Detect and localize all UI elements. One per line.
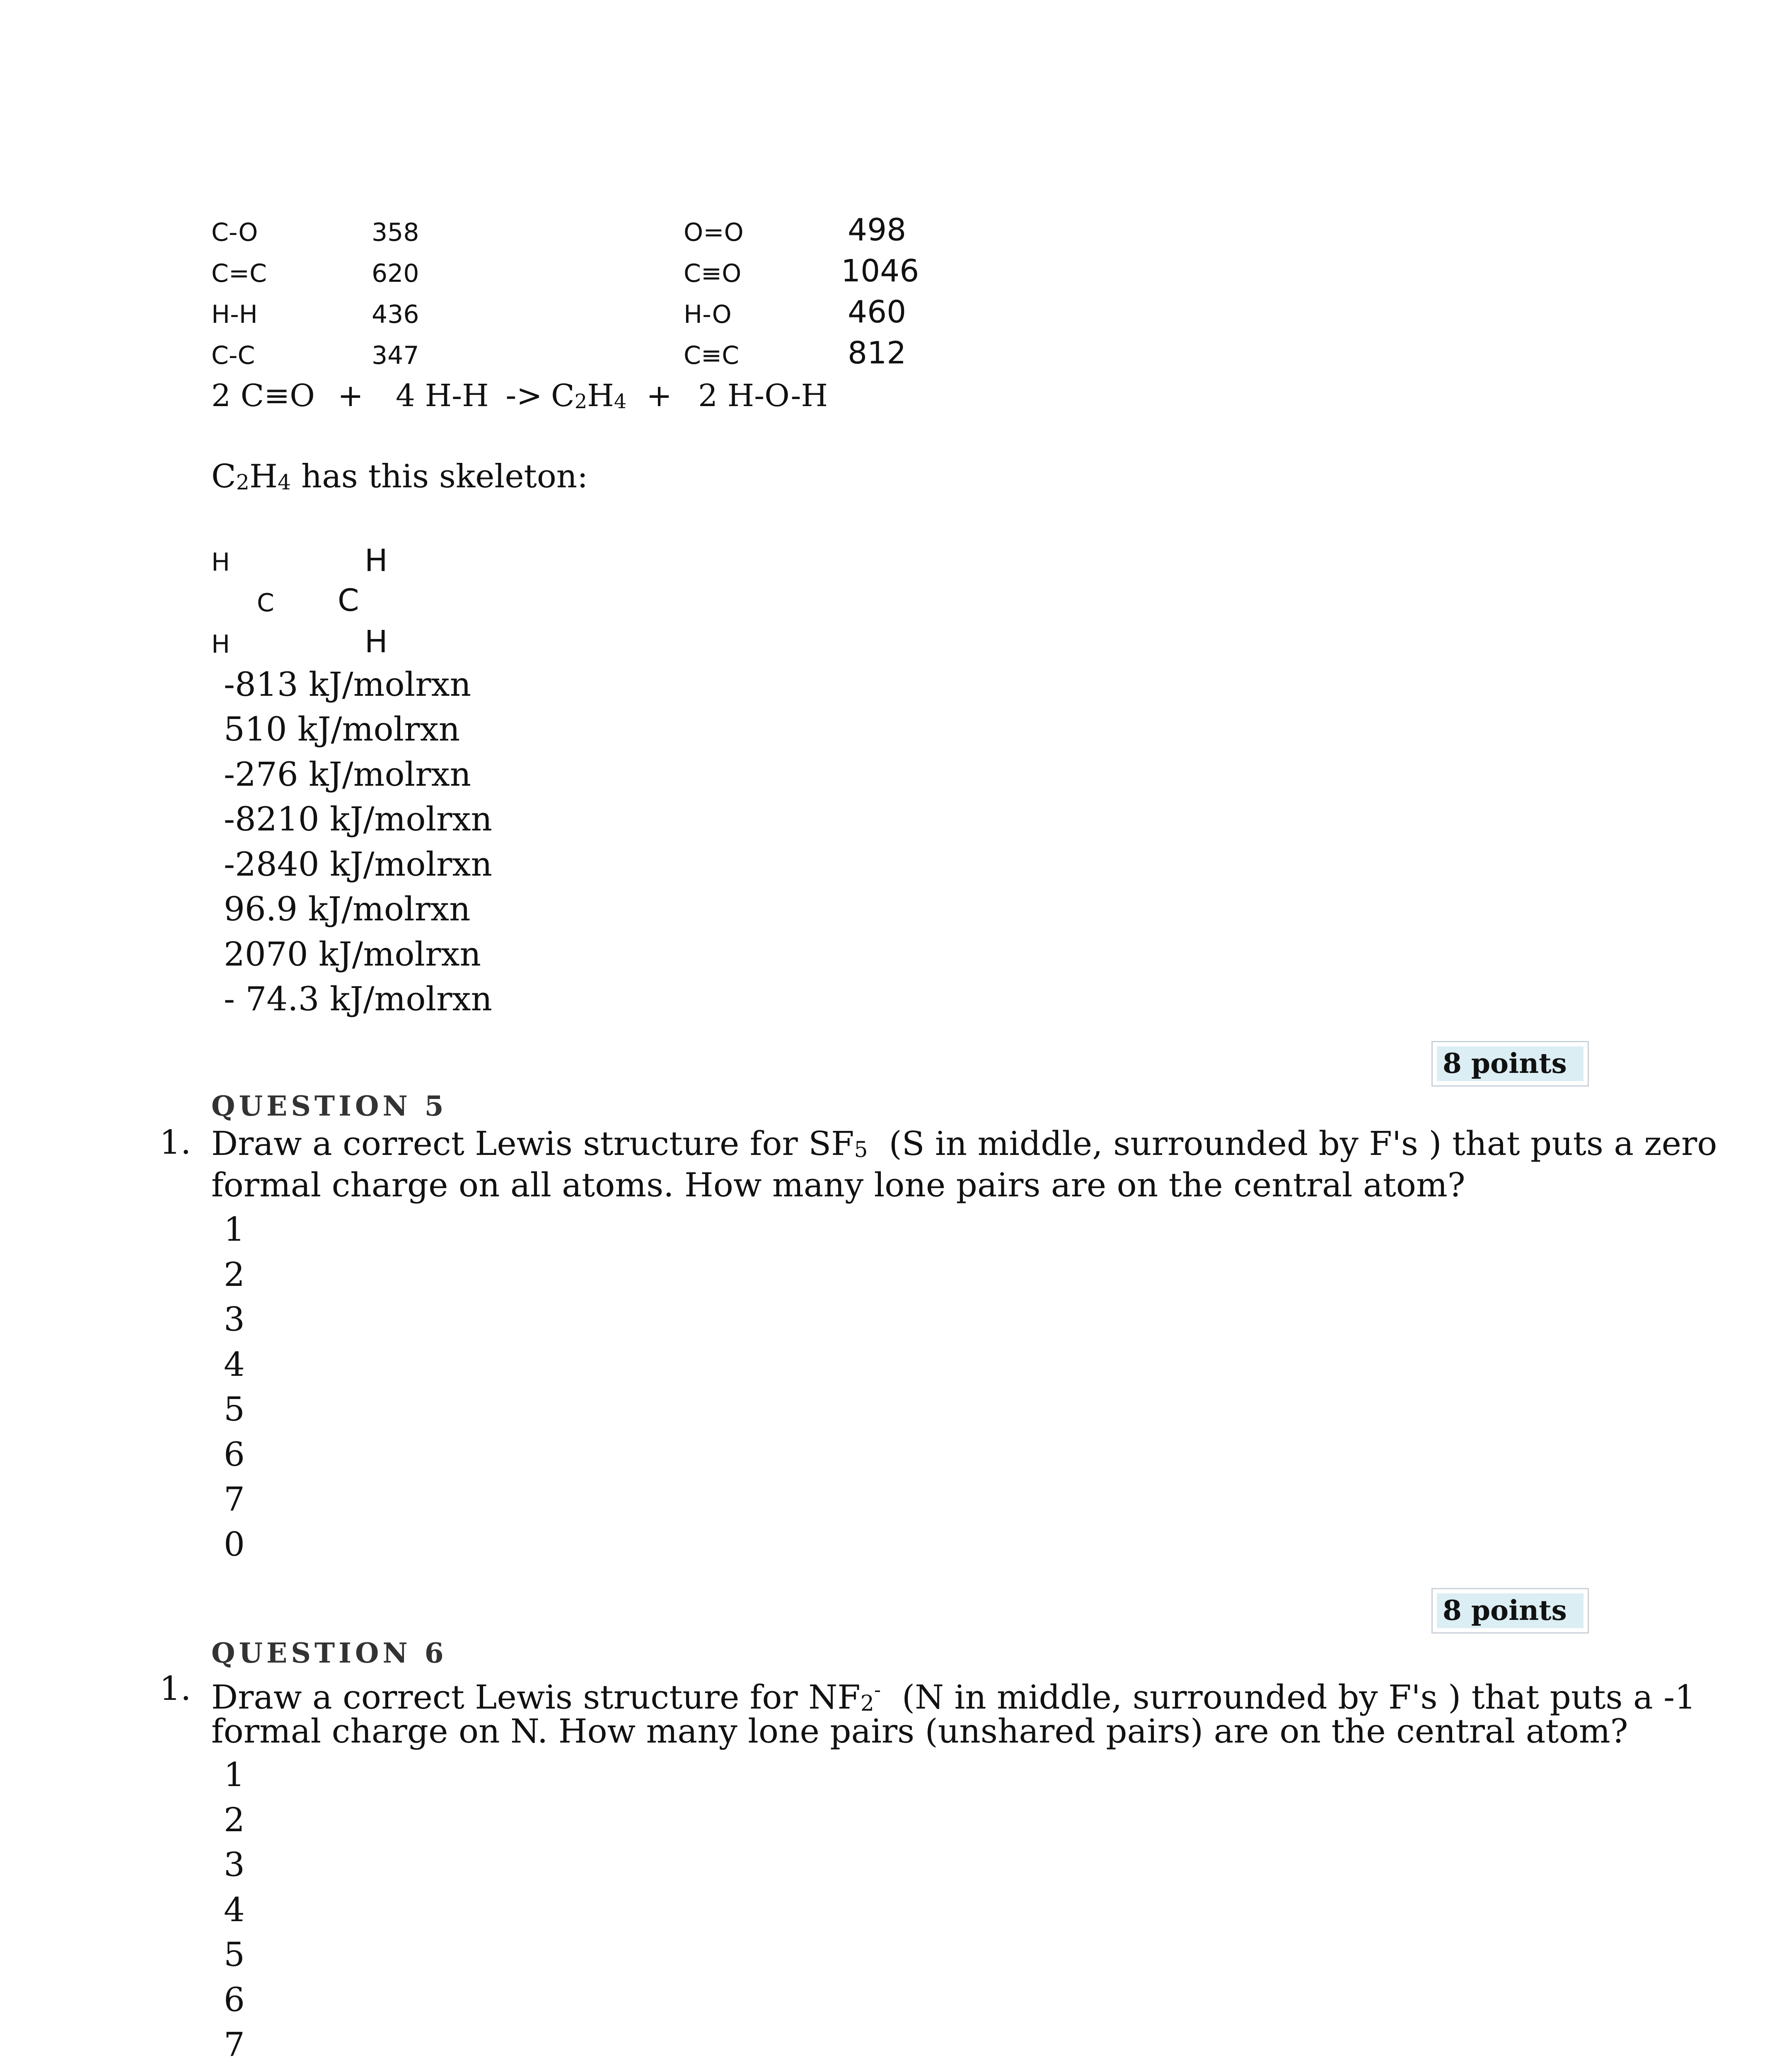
answer-choice[interactable]: - 74.3 kJ/molrxn — [224, 980, 493, 1018]
points-badge — [1431, 1041, 1589, 1087]
points-badge — [1431, 1588, 1589, 1634]
answer-choice[interactable]: -813 kJ/molrxn — [224, 665, 471, 704]
bond-energy: 1046 — [841, 253, 919, 289]
points-label: 8 points — [1437, 1593, 1584, 1628]
formula-subscript: 4 — [277, 470, 291, 495]
product-water: 2 H-O-H — [698, 378, 828, 414]
answer-choice[interactable]: 3 — [224, 1300, 245, 1339]
question-text-line: formal charge on all atoms. How many lone pairs are on the central atom? — [211, 1166, 1465, 1204]
skeleton-atom-c: C — [257, 588, 274, 617]
bond-label: C=C — [211, 259, 267, 288]
formula-subscript: 2 — [236, 470, 249, 495]
answer-choice[interactable]: 2070 kJ/molrxn — [224, 935, 481, 973]
question-text-part: Draw a correct Lewis structure for NF — [211, 1677, 861, 1716]
answer-choice[interactable]: -276 kJ/molrxn — [224, 755, 471, 794]
question-number: 1. — [160, 1669, 191, 1708]
formula-element: C — [211, 458, 236, 495]
answer-choice[interactable]: -2840 kJ/molrxn — [224, 845, 493, 884]
answer-choice[interactable]: 7 — [224, 2025, 245, 2064]
formula-element: H — [249, 458, 278, 495]
bond-energy: 347 — [372, 341, 419, 370]
answer-choice[interactable]: 2 — [224, 1255, 245, 1294]
answer-choice[interactable]: 4 — [224, 1345, 245, 1384]
bond-energy: 498 — [848, 212, 907, 248]
skeleton-intro-text: has this skeleton: — [291, 458, 588, 495]
answer-choice[interactable]: 0 — [224, 1525, 245, 1564]
skeleton-atom-h: H — [365, 543, 388, 579]
formula-element: C — [551, 378, 575, 414]
answer-choice[interactable]: 5 — [224, 1935, 245, 1974]
question-heading: QUESTION 5 — [211, 1090, 447, 1122]
bond-label: C-O — [211, 218, 258, 247]
question-number: 1. — [160, 1123, 191, 1162]
bond-label: O=O — [684, 218, 744, 247]
bond-energy: 460 — [848, 294, 907, 330]
answer-choice[interactable]: 3 — [224, 1845, 245, 1884]
answer-choice[interactable]: 5 — [224, 1390, 245, 1428]
bond-label: H-O — [684, 300, 732, 329]
answer-choice[interactable]: 96.9 kJ/molrxn — [224, 890, 471, 928]
answer-choice[interactable]: 7 — [224, 1480, 245, 1518]
formula-subscript: 2 — [860, 1691, 874, 1716]
points-label: 8 points — [1437, 1046, 1584, 1081]
skeleton-atom-h: H — [365, 624, 388, 660]
skeleton-intro — [211, 458, 588, 495]
formula-subscript: 2 — [574, 390, 587, 413]
question-text-line: formal charge on N. How many lone pairs (unshared pairs) are on the central atom? — [211, 1712, 1628, 1750]
answer-choice[interactable]: 6 — [224, 1435, 245, 1474]
formula-element: H — [587, 378, 614, 414]
bond-label: C≡C — [684, 341, 740, 370]
reactant-hh: 4 H-H — [396, 378, 489, 414]
bond-energy: 812 — [848, 335, 907, 371]
plus-sign: + — [338, 378, 364, 414]
answer-choice[interactable]: 1 — [224, 1755, 245, 1794]
answer-choice[interactable]: 510 kJ/molrxn — [224, 710, 460, 748]
formula-subscript: 5 — [854, 1138, 868, 1163]
bond-energy: 436 — [372, 300, 419, 329]
answer-choice[interactable]: 2 — [224, 1801, 245, 1839]
question-text-part: (N in middle, surrounded by F's ) that puts a -1 — [881, 1677, 1696, 1716]
formula-subscript: 4 — [614, 390, 627, 413]
bond-energy: 620 — [372, 259, 419, 288]
bond-label: H-H — [211, 300, 258, 329]
skeleton-atom-c: C — [338, 583, 359, 618]
question-text-part: Draw a correct Lewis structure for SF — [211, 1124, 854, 1163]
answer-choice[interactable]: 1 — [224, 1210, 245, 1249]
bond-energy: 358 — [372, 218, 419, 247]
bond-label: C≡O — [684, 259, 742, 288]
skeleton-atom-h: H — [211, 630, 230, 659]
plus-sign: + — [646, 378, 672, 414]
answer-choice[interactable]: 6 — [224, 1980, 245, 2019]
formula-superscript: - — [874, 1678, 881, 1702]
question-heading: QUESTION 6 — [211, 1637, 447, 1669]
bond-label: C-C — [211, 341, 255, 370]
answer-choice[interactable]: 4 — [224, 1890, 245, 1929]
reactant-co: 2 C≡O — [211, 378, 315, 414]
skeleton-atom-h: H — [211, 548, 230, 577]
question-text — [211, 1123, 1717, 1171]
reaction-arrow: -> — [505, 378, 542, 414]
product-c2h4 — [551, 378, 626, 414]
answer-choice[interactable]: -8210 kJ/molrxn — [224, 800, 493, 838]
question-text-part: (S in middle, surrounded by F's ) that puts a zero — [868, 1124, 1717, 1163]
